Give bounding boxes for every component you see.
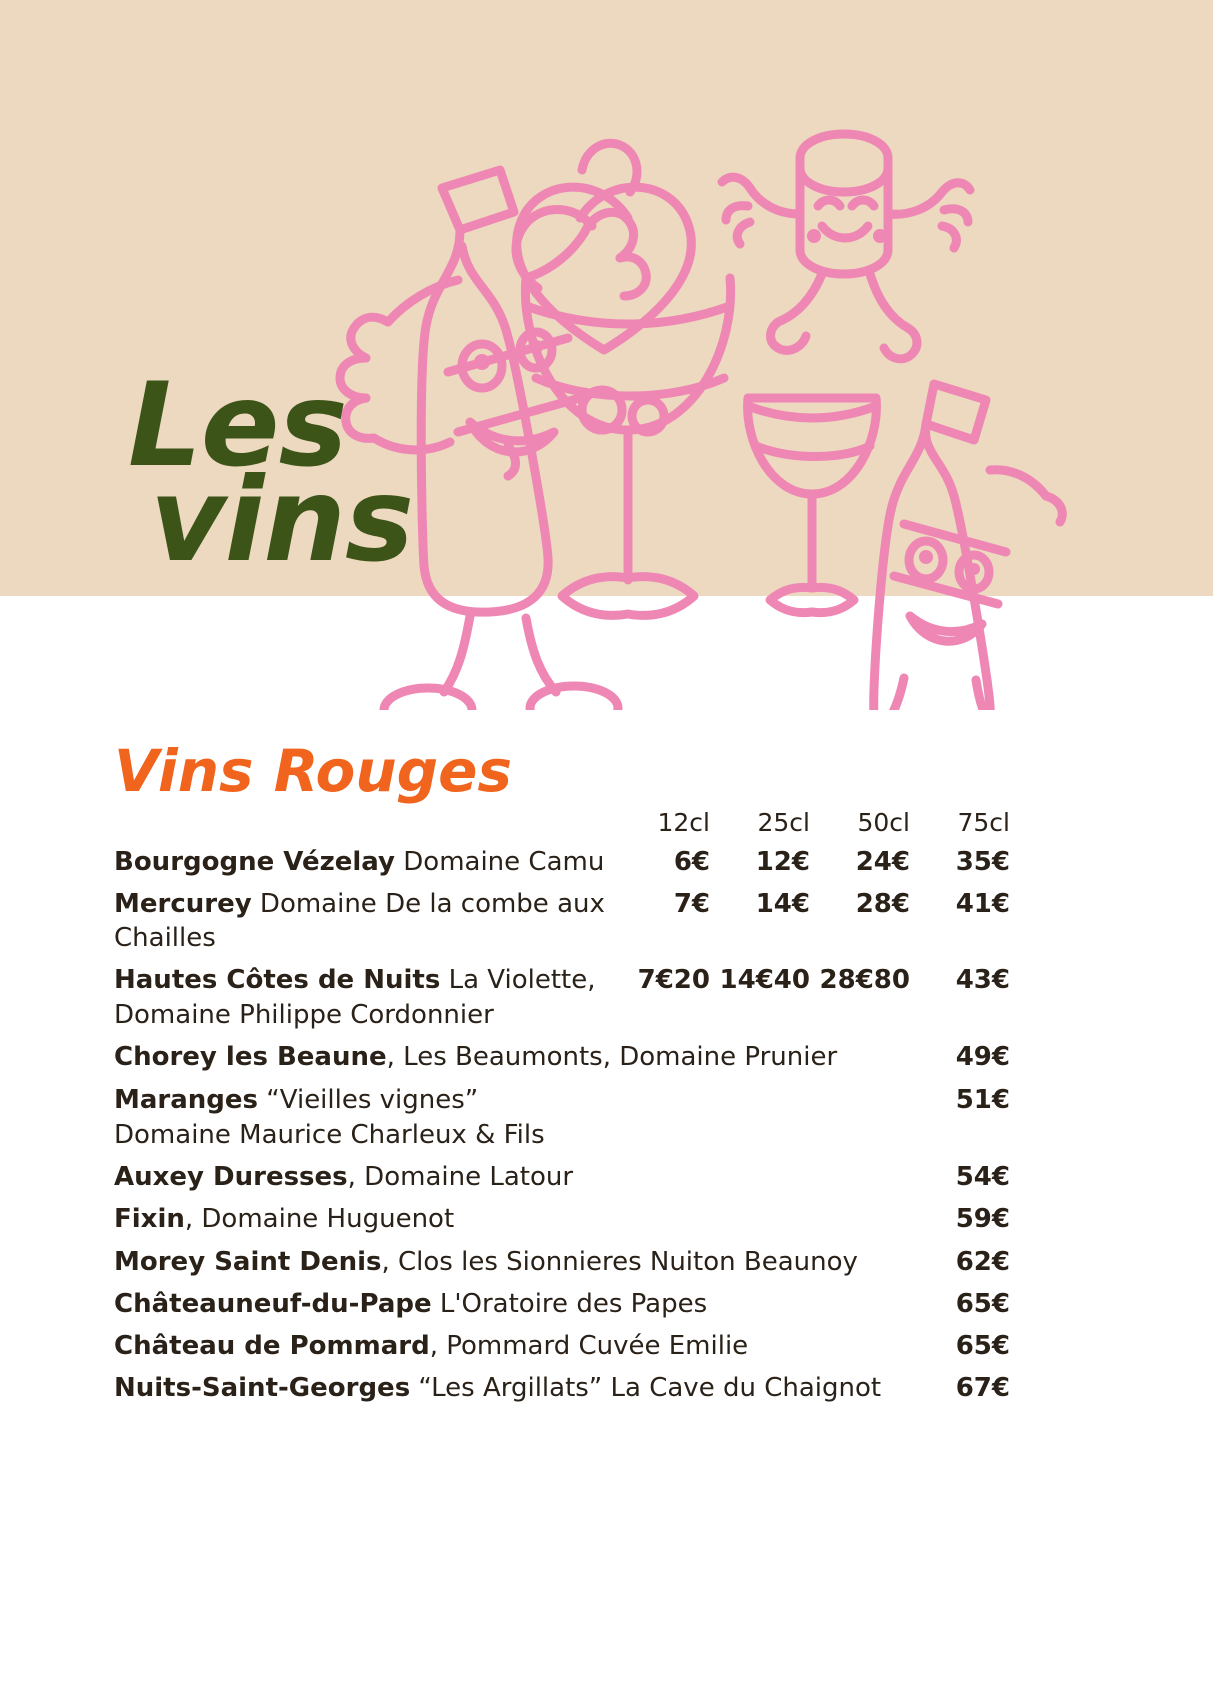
wine-item-producer: , Pommard Cuvée Emilie [429, 1331, 749, 1362]
heart-wine-glass-icon [516, 143, 731, 615]
cork-character-icon [722, 134, 970, 359]
wine-item-appellation: Fixin [114, 1204, 185, 1235]
wine-item-prices [910, 1331, 1010, 1361]
wine-item-prices [610, 889, 1010, 919]
column-header-75cl: 75cl [957, 808, 1010, 837]
wine-item-appellation: Nuits-Saint-Georges [114, 1373, 411, 1404]
wine-item-price: 28€ [855, 889, 910, 920]
wine-item-appellation: Morey Saint Denis [114, 1246, 382, 1277]
wine-item-appellation: Châteauneuf-du-Pape [114, 1288, 432, 1319]
wine-item-price: 62€ [955, 1246, 1010, 1277]
wine-item-name [114, 964, 610, 997]
wine-item-producer: L'Oratoire des Papes [431, 1288, 708, 1319]
column-header-25cl: 25cl [757, 808, 810, 837]
wine-item-prices [610, 847, 1010, 877]
wine-item-prices [910, 1162, 1010, 1192]
wine-rows [114, 846, 1010, 1406]
bottle-character-2-icon [830, 384, 1062, 710]
wine-item-row [114, 888, 1010, 955]
wine-item-producer: Domaine Camu [395, 847, 605, 877]
wine-item-price: 14€ [755, 889, 810, 920]
wine-item-price: 59€ [955, 1204, 1010, 1235]
wine-item-name [114, 1372, 910, 1405]
wine-item-subtitle: Domaine Maurice Charleux & Fils [114, 1119, 545, 1150]
page-title-line-2: vins [150, 453, 414, 589]
wine-item-price: 35€ [955, 847, 1010, 877]
wine-item-price: 14€40 [719, 964, 810, 995]
wine-item-name [114, 1084, 910, 1117]
wine-item-price: 12€ [755, 847, 810, 877]
wine-item-row [114, 1288, 1010, 1321]
wine-item-producer: Domaine De la combe aux Chailles [114, 889, 605, 953]
wine-item-price: 51€ [955, 1084, 1010, 1115]
wine-item-name [114, 1330, 910, 1363]
column-header-50cl: 50cl [857, 808, 910, 837]
wine-item-row [114, 1203, 1010, 1236]
wine-item-name [114, 888, 610, 955]
wine-item-prices [910, 1373, 1010, 1403]
wine-item-price: 54€ [955, 1162, 1010, 1193]
column-header-12cl: 12cl [657, 808, 710, 837]
wine-item-row [114, 964, 1010, 997]
wine-item-appellation: Château de Pommard [114, 1331, 430, 1362]
wine-item-price: 67€ [955, 1373, 1010, 1404]
wine-item-producer: , Clos les Sionnieres Nuiton Beaunoy [381, 1246, 858, 1277]
wine-item-producer: , Domaine Huguenot [184, 1204, 455, 1235]
wine-item-subtitle: Domaine Philippe Cordonnier [114, 1000, 494, 1031]
wine-item-producer: La Violette, [440, 964, 596, 995]
wine-item-row [114, 846, 1010, 879]
wine-item-row [114, 1330, 1010, 1363]
wine-item-name [114, 1288, 910, 1321]
small-wine-glass-icon [748, 398, 877, 613]
wine-item-producer: “Les Argillats” La Cave du Chaignot [410, 1373, 882, 1404]
page-title-line-1: Les [128, 358, 347, 493]
page-title [128, 358, 448, 589]
wine-item-appellation: Auxey Duresses [114, 1162, 348, 1193]
wine-item-price: 43€ [955, 964, 1010, 995]
wine-item-row [114, 1041, 1010, 1074]
wine-item-row [114, 1246, 1010, 1279]
wine-item-price: 65€ [955, 1331, 1010, 1362]
wine-item-producer: “Vieilles vignes” [258, 1084, 479, 1115]
wine-item-row [114, 1372, 1010, 1405]
column-headers [114, 808, 1010, 837]
wine-item-appellation: Chorey les Beaune [114, 1042, 387, 1073]
wine-item-producer: , Domaine Latour [347, 1162, 574, 1193]
wine-item-name [114, 1161, 910, 1194]
wine-item-price: 65€ [955, 1288, 1010, 1319]
section-title: Vins Rouges [114, 737, 513, 805]
hero-banner [0, 0, 1213, 596]
wine-item-price: 6€ [673, 847, 710, 877]
wine-item-prices [910, 1204, 1010, 1234]
wine-item-name [114, 1041, 910, 1074]
wine-item-price: 24€ [855, 847, 910, 877]
wine-item-prices [610, 965, 1010, 995]
wine-item-row [114, 1161, 1010, 1194]
wine-item-price: 41€ [955, 889, 1010, 920]
wine-item-row [114, 1084, 1010, 1117]
wine-item-prices [910, 1247, 1010, 1277]
wine-item-prices [910, 1085, 1010, 1115]
wine-item-producer: , Les Beaumonts, Domaine Prunier [386, 1042, 838, 1073]
wine-item-price: 7€20 [637, 964, 710, 995]
wine-item-price: 49€ [955, 1042, 1010, 1073]
wine-item-appellation: Bourgogne Vézelay [114, 847, 395, 877]
wine-item-name [114, 846, 610, 879]
wine-item-appellation: Maranges [114, 1084, 259, 1115]
wine-item-appellation: Hautes Côtes de Nuits [114, 964, 441, 995]
wine-item-name [114, 1246, 910, 1279]
wine-list [114, 808, 1010, 1406]
wine-item-price: 28€80 [819, 964, 910, 995]
wine-item-price: 7€ [673, 889, 710, 920]
wine-item-prices [910, 1042, 1010, 1072]
wine-item-name [114, 1203, 910, 1236]
wine-item-prices [910, 1289, 1010, 1319]
wine-item-appellation: Mercurey [114, 889, 252, 920]
